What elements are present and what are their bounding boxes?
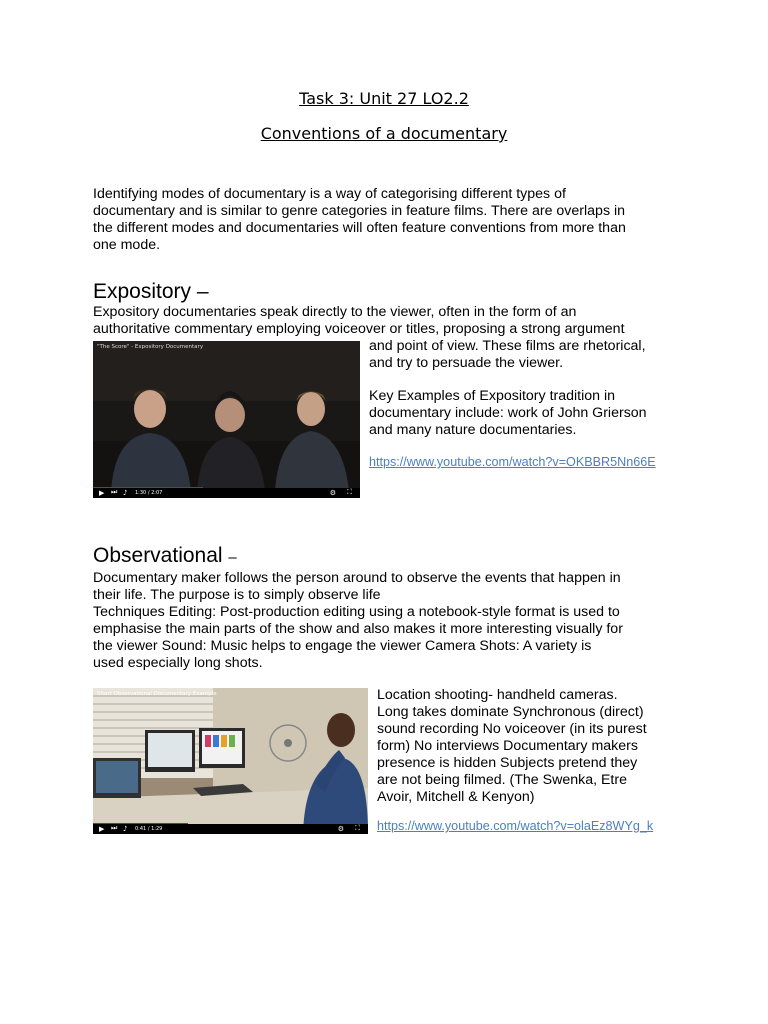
skip-icon[interactable]: ⏭ xyxy=(111,488,118,496)
expository-paragraph xyxy=(93,304,683,338)
expository-video-time: 1:30 / 2:07 xyxy=(135,490,163,496)
expository-line: Expository documentaries speak directly to the viewer, often in the form of an xyxy=(93,304,577,320)
observational-side-line: form) No interviews Documentary makers xyxy=(377,738,638,754)
observational-heading-text: Observational xyxy=(93,544,223,567)
observational-video-controls xyxy=(93,824,368,834)
observational-video-scene xyxy=(93,688,368,834)
observational-video-thumbnail[interactable] xyxy=(93,688,368,834)
expository-video-title: "The Score" - Expository Documentary xyxy=(97,344,204,350)
play-icon[interactable]: ▶ xyxy=(99,825,105,833)
observational-line: Documentary maker follows the person around to observe the events that happen in xyxy=(93,570,621,586)
observational-line: their life. The purpose is to simply observe life xyxy=(93,587,381,603)
observational-paragraph xyxy=(93,570,683,672)
observational-heading xyxy=(93,544,237,570)
play-icon[interactable]: ▶ xyxy=(99,489,105,497)
key-example-line: documentary include: work of John Grierson xyxy=(369,405,647,421)
intro-paragraph xyxy=(93,186,683,254)
observational-side-line: sound recording No voiceover (in its purest xyxy=(377,721,647,737)
expository-video-link[interactable]: https://www.youtube.com/watch?v=OKBBR5Nn66E xyxy=(369,455,656,469)
observational-side-text xyxy=(377,687,697,806)
intro-line: one mode. xyxy=(93,237,161,253)
expository-heading-text: Expository xyxy=(93,280,192,303)
expository-side-text xyxy=(369,338,679,372)
volume-icon[interactable]: ♪ xyxy=(123,825,128,833)
observational-line: emphasise the main parts of the show and also makes it more interesting visually for xyxy=(93,621,623,637)
observational-video-link[interactable]: https://www.youtube.com/watch?v=olaEz8WYg_k xyxy=(377,819,654,833)
fullscreen-icon[interactable]: ⛶ xyxy=(347,488,352,496)
observational-side-line: Long takes dominate Synchronous (direct) xyxy=(377,704,644,720)
observational-side-line: are not being filmed. (The Swenka, Etre xyxy=(377,772,627,788)
intro-line: Identifying modes of documentary is a way of categorising different types of xyxy=(93,186,566,202)
expository-heading-dash: – xyxy=(196,280,209,303)
observational-side-line: Avoir, Mitchell & Kenyon) xyxy=(377,789,535,805)
page-subtitle: Conventions of a documentary xyxy=(260,124,508,143)
observational-line: used especially long shots. xyxy=(93,655,263,671)
expository-video-scene xyxy=(93,341,360,498)
expository-key-examples xyxy=(369,388,679,439)
observational-side-line: Location shooting- handheld cameras. xyxy=(377,687,618,703)
settings-icon[interactable]: ⚙ xyxy=(337,825,344,833)
key-example-line: Key Examples of Expository tradition in xyxy=(369,388,616,404)
expository-side-line: and point of view. These films are rhetorical, xyxy=(369,338,646,354)
observational-line: Techniques Editing: Post-production editing using a notebook-style format is used to xyxy=(93,604,620,620)
expository-side-line: and try to persuade the viewer. xyxy=(369,355,564,371)
intro-line: the different modes and documentaries will often feature conventions from more than xyxy=(93,220,626,236)
expository-video-controls xyxy=(93,488,360,498)
volume-icon[interactable]: ♪ xyxy=(123,489,128,497)
skip-icon[interactable]: ⏭ xyxy=(111,824,118,832)
settings-icon[interactable]: ⚙ xyxy=(329,489,336,497)
observational-video-title: Short Observational Documentary Example xyxy=(97,691,217,697)
expository-video-thumbnail[interactable] xyxy=(93,341,360,498)
fullscreen-icon[interactable]: ⛶ xyxy=(355,824,360,832)
page-title: Task 3: Unit 27 LO2.2 xyxy=(299,89,469,108)
observational-side-line: presence is hidden Subjects pretend they xyxy=(377,755,638,771)
expository-heading xyxy=(93,280,209,304)
intro-line: documentary and is similar to genre categories in feature films. There are overlaps in xyxy=(93,203,626,219)
observational-line: the viewer Sound: Music helps to engage the viewer Camera Shots: A variety is xyxy=(93,638,592,654)
key-example-line: and many nature documentaries. xyxy=(369,422,577,438)
observational-heading-dash: – xyxy=(228,549,237,566)
expository-line: authoritative commentary employing voiceover or titles, proposing a strong argument xyxy=(93,321,625,337)
observational-video-time: 0:41 / 1:29 xyxy=(135,826,163,832)
